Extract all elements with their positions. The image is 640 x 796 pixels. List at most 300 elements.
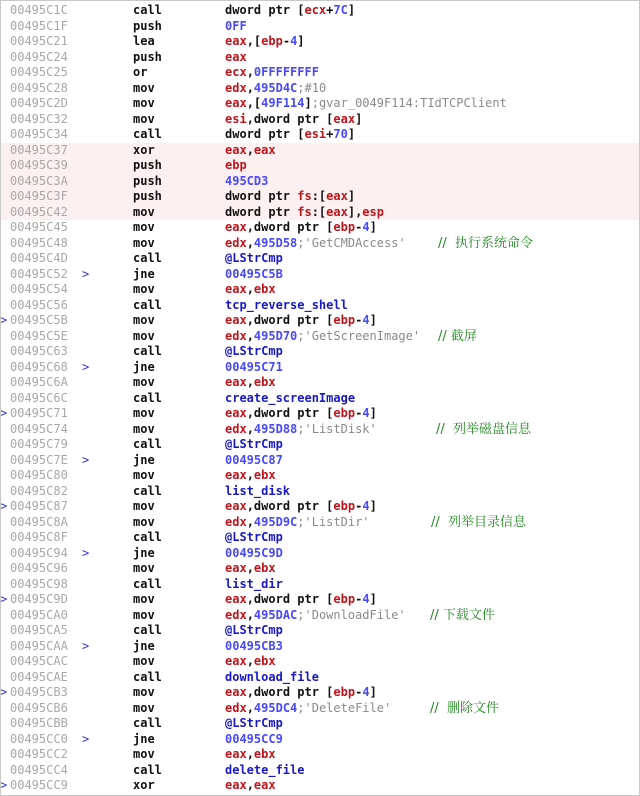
instruction-row[interactable] [0, 546, 640, 562]
instruction-operands[interactable] [225, 360, 283, 376]
instruction-mnemonic: push [133, 189, 162, 203]
instruction-operands[interactable] [225, 670, 319, 686]
instruction-row[interactable] [0, 732, 640, 748]
instruction-operands[interactable] [225, 685, 377, 701]
jump-target-arrow-icon: > [0, 685, 8, 699]
instruction-address[interactable]: 00495C42 [10, 204, 68, 219]
register-token: ebp [333, 685, 356, 699]
instruction-row[interactable] [0, 468, 640, 484]
instruction-row[interactable] [0, 747, 640, 763]
keyword-token: ] [369, 685, 377, 699]
number-token[interactable]: 4 [362, 499, 370, 513]
instruction-operands[interactable] [225, 716, 283, 732]
instruction-address[interactable]: 00495C5B [10, 313, 68, 327]
register-token: eax [225, 96, 247, 110]
string-comment-token: ;'DownloadFile' [297, 607, 406, 622]
register-token: eax [253, 142, 276, 157]
instruction-row[interactable] [0, 763, 640, 779]
symbol-token[interactable]: @LStrCmp [225, 716, 283, 730]
instruction-address[interactable]: 00495C45 [10, 220, 68, 234]
number-token[interactable]: 00495CB3 [225, 638, 283, 653]
instruction-row[interactable] [0, 127, 640, 143]
number-token[interactable]: 49F114 [261, 96, 305, 110]
instruction-row[interactable] [0, 561, 640, 577]
instruction-operands[interactable] [225, 205, 384, 221]
instruction-operands[interactable] [225, 422, 377, 438]
instruction-row[interactable] [0, 81, 640, 97]
instruction-operands[interactable] [225, 530, 283, 546]
punctuation-token: - [355, 499, 363, 513]
instruction-operands[interactable] [225, 81, 326, 97]
instruction-mnemonic: mov [133, 514, 155, 529]
symbol-token[interactable]: @LStrCmp [225, 530, 283, 544]
instruction-address[interactable]: 00495CC2 [10, 747, 68, 761]
symbol-token[interactable]: @LStrCmp [225, 344, 283, 358]
register-token: ebp [261, 34, 283, 48]
instruction-operands[interactable] [225, 437, 283, 453]
instruction-operands[interactable] [225, 189, 355, 205]
register-token: ebx [253, 561, 276, 575]
instruction-row[interactable] [0, 577, 640, 593]
punctuation-token: , [246, 561, 254, 575]
instruction-operands[interactable] [225, 96, 507, 112]
instruction-mnemonic: jne [133, 359, 155, 374]
keyword-token: dword ptr [ [253, 220, 334, 234]
punctuation-token: ,[ [246, 96, 262, 110]
instruction-mnemonic: mov [133, 654, 155, 668]
symbol-token[interactable]: download_file [225, 669, 319, 684]
punctuation-token: - [355, 685, 363, 699]
number-token[interactable]: 4 [362, 313, 370, 327]
instruction-mnemonic: mov [133, 111, 155, 126]
register-token: eax [326, 189, 348, 203]
instruction-operands[interactable] [225, 329, 420, 345]
number-token[interactable]: 7C [333, 3, 348, 17]
instruction-address[interactable]: 00495C56 [10, 297, 68, 312]
punctuation-token: , [246, 468, 254, 482]
punctuation-token: , [246, 282, 254, 296]
instruction-mnemonic: call [133, 716, 162, 730]
jump-source-arrow-icon: > [82, 359, 90, 374]
keyword-token: dword ptr [ [253, 111, 334, 126]
instruction-row[interactable] [0, 716, 640, 732]
punctuation-token: , [246, 80, 254, 95]
string-comment-token: ;'ListDisk' [297, 421, 377, 436]
instruction-operands[interactable] [225, 623, 283, 639]
instruction-address[interactable]: 00495C8F [10, 530, 68, 544]
instruction-operands[interactable] [225, 577, 283, 593]
instruction-operands[interactable] [225, 19, 247, 35]
keyword-token: dword ptr [ [225, 127, 305, 141]
register-token: ecx [225, 65, 247, 79]
instruction-address[interactable]: 00495C5E [10, 328, 68, 343]
instruction-address[interactable]: 00495CC9 [10, 778, 68, 792]
instruction-row[interactable] [0, 499, 640, 515]
instruction-address[interactable]: 00495C3A [10, 173, 68, 188]
instruction-operands[interactable] [225, 515, 370, 531]
keyword-token: dword ptr [ [225, 3, 305, 17]
instruction-row[interactable] [0, 158, 640, 174]
string-comment-token: ;'ListDir' [297, 514, 370, 529]
register-token: eax [225, 34, 247, 48]
annotation-comment: // 删除文件 [430, 700, 500, 716]
register-token: fs [297, 204, 312, 219]
instruction-mnemonic: mov [133, 96, 155, 110]
keyword-token: dword ptr [ [253, 313, 334, 327]
instruction-row[interactable] [0, 267, 640, 283]
number-token[interactable]: 495D70 [253, 328, 298, 343]
instruction-address[interactable]: 00495C32 [10, 111, 68, 126]
instruction-row[interactable] [0, 391, 640, 407]
punctuation-token: , [246, 499, 254, 513]
punctuation-token: , [246, 375, 254, 389]
instruction-mnemonic: mov [133, 421, 155, 436]
instruction-row[interactable] [0, 298, 640, 314]
annotation-comment: // 列举磁盘信息 [436, 421, 532, 437]
instruction-row[interactable] [0, 422, 640, 438]
punctuation-token: , [246, 111, 254, 126]
instruction-operands[interactable] [225, 251, 283, 267]
instruction-mnemonic: mov [133, 406, 155, 420]
instruction-operands[interactable] [225, 778, 276, 794]
instruction-address[interactable]: 00495C24 [10, 49, 68, 64]
instruction-row[interactable] [0, 313, 640, 329]
register-token: fs [297, 189, 312, 203]
instruction-operands[interactable] [225, 484, 290, 500]
instruction-address[interactable]: 00495C87 [10, 499, 68, 513]
instruction-address[interactable]: 00495C71 [10, 406, 68, 420]
instruction-mnemonic: xor [133, 142, 155, 157]
punctuation-token: - [355, 313, 363, 327]
number-token[interactable]: 70 [333, 127, 348, 141]
instruction-mnemonic: mov [133, 328, 155, 343]
instruction-row[interactable] [0, 143, 640, 159]
instruction-operands[interactable] [225, 375, 276, 391]
instruction-address[interactable]: 00495C98 [10, 576, 68, 591]
register-token: edx [225, 700, 247, 715]
instruction-row[interactable] [0, 360, 640, 376]
instruction-address[interactable]: 00495C7E [10, 452, 68, 467]
number-token[interactable]: 4 [362, 685, 370, 699]
punctuation-token: ,[ [246, 34, 262, 48]
instruction-address[interactable]: 00495C6C [10, 390, 68, 405]
instruction-mnemonic: jne [133, 266, 155, 281]
number-token[interactable]: 495DAC [253, 607, 298, 622]
instruction-operands[interactable] [225, 112, 362, 128]
register-token: edx [225, 421, 247, 436]
register-token: ecx [304, 3, 327, 17]
instruction-row[interactable] [0, 189, 640, 205]
instruction-row[interactable] [0, 282, 640, 298]
instruction-row[interactable] [0, 375, 640, 391]
instruction-mnemonic: push [133, 18, 162, 33]
instruction-address[interactable]: 00495C52 [10, 266, 68, 281]
instruction-operands[interactable] [225, 546, 283, 562]
instruction-address[interactable]: 00495C54 [10, 282, 68, 296]
instruction-mnemonic: mov [133, 607, 155, 622]
punctuation-token: , [246, 235, 254, 250]
instruction-address[interactable]: 00495C28 [10, 80, 68, 95]
register-token: eax [225, 375, 247, 389]
instruction-mnemonic: call [133, 530, 162, 544]
instruction-address[interactable]: 00495C80 [10, 468, 68, 482]
number-token[interactable]: 00495C71 [225, 359, 283, 374]
register-token: eax [225, 313, 247, 327]
register-token: edx [225, 328, 247, 343]
instruction-row[interactable] [0, 623, 640, 639]
instruction-row[interactable] [0, 19, 640, 35]
jump-target-arrow-icon: > [0, 406, 8, 420]
instruction-row[interactable] [0, 251, 640, 267]
instruction-mnemonic: call [133, 3, 162, 17]
instruction-row[interactable] [0, 65, 640, 81]
register-token: eax [225, 406, 247, 420]
instruction-address[interactable]: 00495C3F [10, 189, 68, 203]
keyword-token: dword ptr [ [253, 499, 334, 513]
number-token[interactable]: 495DC4 [253, 700, 298, 715]
number-token[interactable]: 495D58 [253, 235, 298, 250]
register-token: ebp [333, 313, 356, 327]
instruction-address[interactable]: 00495CB3 [10, 685, 68, 699]
register-token: ebx [253, 654, 276, 668]
jump-target-arrow-icon: > [0, 592, 8, 606]
instruction-address[interactable]: 00495C1C [10, 3, 68, 17]
instruction-row[interactable] [0, 685, 640, 701]
instruction-address[interactable]: 00495C96 [10, 561, 68, 575]
instruction-mnemonic: call [133, 297, 162, 312]
instruction-operands[interactable] [225, 561, 276, 577]
instruction-operands[interactable] [225, 313, 377, 329]
punctuation-token: , [246, 654, 254, 668]
register-token: edx [225, 80, 247, 95]
instruction-address[interactable]: 00495C34 [10, 127, 68, 141]
number-token[interactable]: 495D9C [253, 514, 298, 529]
number-token[interactable]: 0FFFFFFFF [253, 65, 319, 79]
instruction-address[interactable]: 00495C48 [10, 235, 68, 250]
symbol-token[interactable]: @LStrCmp [225, 251, 283, 265]
instruction-mnemonic: call [133, 344, 162, 358]
number-token[interactable]: 00495C9D [225, 545, 283, 560]
instruction-address[interactable]: 00495CAC [10, 654, 68, 668]
punctuation-token: - [355, 220, 363, 234]
keyword-token: dword ptr [225, 204, 298, 219]
instruction-operands[interactable] [225, 344, 283, 360]
instruction-address[interactable]: 00495C68 [10, 359, 68, 374]
instruction-address[interactable]: 00495C94 [10, 545, 68, 560]
symbol-token[interactable]: @LStrCmp [225, 623, 283, 637]
keyword-token: ] [347, 3, 356, 17]
number-token[interactable]: 495D4C [253, 80, 298, 95]
instruction-address[interactable]: 00495C82 [10, 483, 68, 498]
instruction-operands[interactable] [225, 468, 276, 484]
instruction-operands[interactable] [225, 267, 283, 283]
punctuation-token: , [246, 142, 254, 157]
instruction-address[interactable]: 00495C1F [10, 18, 68, 33]
instruction-address[interactable]: 00495CA5 [10, 623, 68, 637]
instruction-row[interactable] [0, 453, 640, 469]
number-token[interactable]: 4 [290, 34, 298, 48]
instruction-address[interactable]: 00495C39 [10, 158, 68, 172]
symbol-token[interactable]: tcp_reverse_shell [225, 297, 348, 312]
instruction-row[interactable] [0, 96, 640, 112]
register-token: ebx [253, 282, 276, 296]
instruction-row[interactable] [0, 220, 640, 236]
instruction-mnemonic: push [133, 158, 162, 172]
instruction-row[interactable] [0, 406, 640, 422]
number-token[interactable]: 4 [362, 220, 370, 234]
instruction-mnemonic: push [133, 49, 162, 64]
instruction-address[interactable]: 00495CA0 [10, 607, 68, 622]
instruction-address[interactable]: 00495C21 [10, 34, 68, 48]
instruction-row[interactable] [0, 670, 640, 686]
instruction-row[interactable] [0, 484, 640, 500]
instruction-mnemonic: mov [133, 313, 155, 327]
instruction-address[interactable]: 00495C4D [10, 251, 68, 265]
string-comment-token: ;'GetCMDAccess' [297, 235, 406, 250]
instruction-address[interactable]: 00495CB6 [10, 700, 68, 715]
punctuation-token: - [355, 592, 363, 606]
instruction-row[interactable] [0, 329, 640, 345]
symbol-token[interactable]: create_screenImage [225, 390, 356, 405]
register-token: ebx [253, 747, 276, 761]
instruction-address[interactable]: 00495C74 [10, 421, 68, 436]
instruction-row[interactable] [0, 3, 640, 19]
instruction-row[interactable] [0, 515, 640, 531]
instruction-operands[interactable] [225, 65, 319, 81]
punctuation-token: , [246, 747, 254, 761]
jump-target-arrow-icon: > [0, 313, 8, 327]
number-token[interactable]: 4 [362, 406, 370, 420]
register-token: eax [326, 204, 348, 219]
register-token: eax [225, 49, 247, 64]
register-token: esi [225, 111, 247, 126]
instruction-mnemonic: lea [133, 34, 155, 48]
instruction-row[interactable] [0, 654, 640, 670]
number-token[interactable]: 00495C5B [225, 266, 283, 281]
instruction-operands[interactable] [225, 654, 276, 670]
instruction-mnemonic: call [133, 251, 162, 265]
punctuation-token: , [246, 592, 254, 606]
instruction-address[interactable]: 00495C37 [10, 142, 68, 157]
register-token: eax [253, 778, 276, 792]
instruction-operands[interactable] [225, 747, 276, 763]
instruction-row[interactable] [0, 608, 640, 624]
instruction-operands[interactable] [225, 3, 355, 19]
instruction-operands[interactable] [225, 50, 247, 66]
instruction-address[interactable]: 00495C8A [10, 514, 68, 529]
instruction-operands[interactable] [225, 453, 283, 469]
instruction-address[interactable]: 00495CAE [10, 669, 68, 684]
instruction-mnemonic: call [133, 576, 162, 591]
symbol-token[interactable]: delete_file [225, 762, 305, 777]
instruction-operands[interactable] [225, 391, 355, 407]
number-token[interactable]: 495CD3 [225, 173, 269, 188]
punctuation-token: ] [304, 96, 312, 110]
instruction-mnemonic: call [133, 762, 162, 777]
keyword-token: ] [355, 111, 363, 126]
register-token: ebp [333, 499, 356, 513]
keyword-token: dword ptr [ [253, 406, 334, 420]
instruction-mnemonic: jne [133, 452, 155, 467]
instruction-operands[interactable] [225, 499, 377, 515]
register-token: edx [225, 607, 247, 622]
instruction-address[interactable]: 00495C2D [10, 96, 68, 110]
instruction-row[interactable] [0, 639, 640, 655]
register-token: eax [225, 685, 247, 699]
instruction-row[interactable] [0, 592, 640, 608]
instruction-row[interactable] [0, 174, 640, 190]
instruction-row[interactable] [0, 112, 640, 128]
keyword-token: ] [369, 313, 377, 327]
register-token: edx [225, 514, 247, 529]
instruction-operands[interactable] [225, 298, 348, 314]
symbol-token[interactable]: list_disk [225, 483, 291, 498]
punctuation-token: , [246, 514, 254, 529]
instruction-operands[interactable] [225, 701, 391, 717]
instruction-address[interactable]: 00495C63 [10, 344, 68, 358]
register-token: eax [225, 561, 247, 575]
instruction-row[interactable] [0, 34, 640, 50]
instruction-address[interactable]: 00495C6A [10, 375, 68, 389]
number-token[interactable]: 4 [362, 592, 370, 606]
instruction-row[interactable] [0, 437, 640, 453]
instruction-operands[interactable] [225, 282, 276, 298]
instruction-operands[interactable] [225, 763, 304, 779]
instruction-row[interactable] [0, 701, 640, 717]
instruction-operands[interactable] [225, 143, 276, 159]
instruction-operands[interactable] [225, 34, 305, 50]
instruction-mnemonic: mov [133, 235, 155, 250]
instruction-operands[interactable] [225, 158, 247, 174]
instruction-address[interactable]: 00495C79 [10, 437, 68, 451]
instruction-row[interactable] [0, 344, 640, 360]
instruction-operands[interactable] [225, 639, 283, 655]
string-comment-token: ;'DeleteFile' [297, 700, 392, 715]
instruction-row[interactable] [0, 530, 640, 546]
symbol-token[interactable]: list_dir [225, 576, 283, 591]
register-token: ebp [225, 158, 247, 172]
instruction-row[interactable] [0, 205, 640, 221]
instruction-operands[interactable] [225, 608, 406, 624]
instruction-address[interactable]: 00495C9D [10, 592, 68, 606]
instruction-row[interactable] [0, 778, 640, 794]
punctuation-token: ] [297, 34, 305, 48]
instruction-address[interactable]: 00495C25 [10, 65, 68, 79]
number-token[interactable]: 0FF [225, 18, 247, 33]
instruction-operands[interactable] [225, 592, 377, 608]
symbol-token[interactable]: @LStrCmp [225, 437, 283, 451]
instruction-operands[interactable] [225, 174, 268, 190]
instruction-operands[interactable] [225, 236, 406, 252]
instruction-mnemonic: call [133, 623, 162, 637]
instruction-operands[interactable] [225, 220, 377, 236]
punctuation-token: ], [347, 204, 363, 219]
number-token[interactable]: 00495C87 [225, 452, 283, 467]
number-token[interactable]: 495D88 [253, 421, 298, 436]
instruction-address[interactable]: 00495CC4 [10, 762, 68, 777]
instruction-row[interactable] [0, 236, 640, 252]
keyword-token: ] [369, 592, 377, 606]
instruction-address[interactable]: 00495CC0 [10, 731, 68, 746]
instruction-operands[interactable] [225, 127, 355, 143]
instruction-operands[interactable] [225, 732, 283, 748]
instruction-row[interactable] [0, 50, 640, 66]
instruction-address[interactable]: 00495CAA [10, 638, 68, 653]
instruction-address[interactable]: 00495CBB [10, 716, 68, 730]
number-token[interactable]: 00495CC9 [225, 731, 283, 746]
instruction-operands[interactable] [225, 406, 377, 422]
punctuation-token: , [246, 328, 254, 343]
